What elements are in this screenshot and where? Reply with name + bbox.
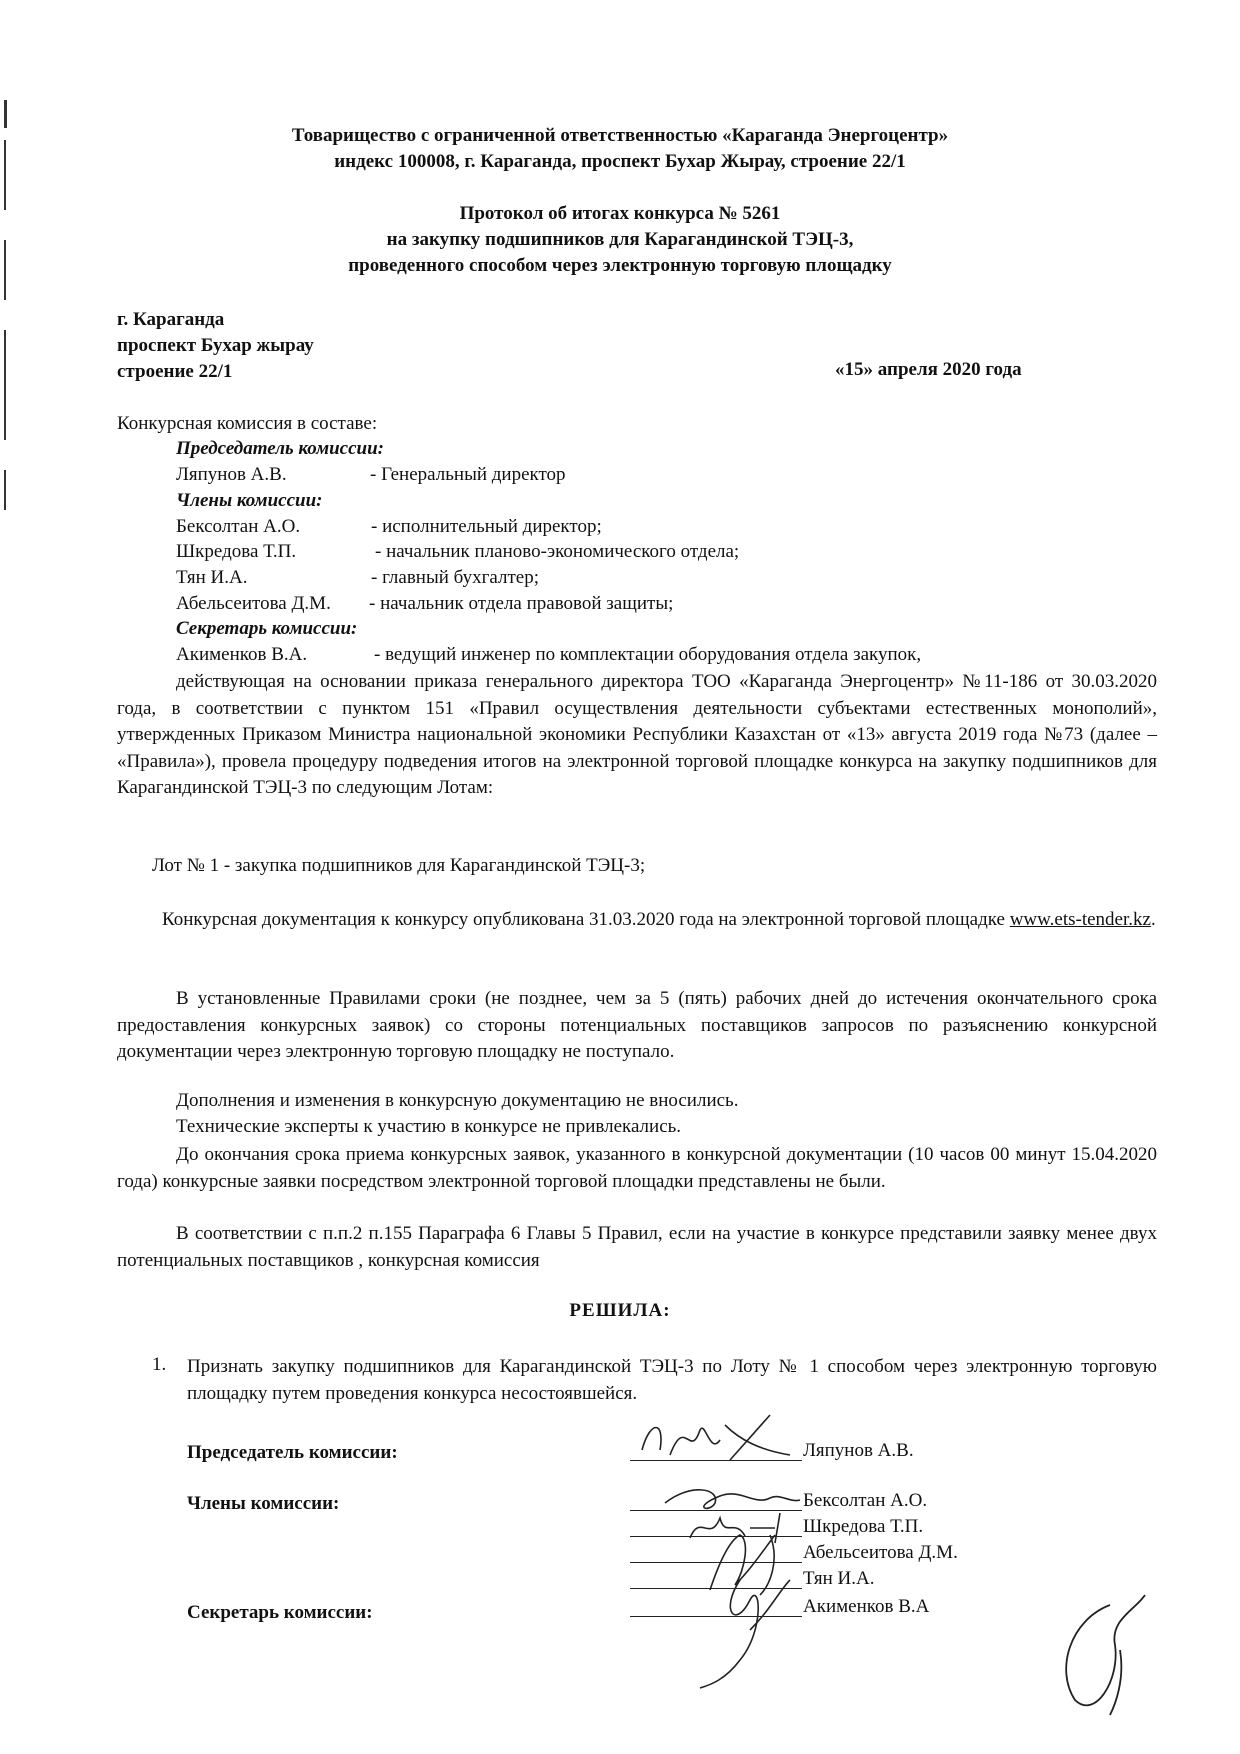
publication-paragraph: [117, 907, 1157, 934]
signatory-name: Тян И.А.: [803, 1568, 875, 1589]
signatory-name: Акименков В.А: [803, 1596, 930, 1617]
chair-signature-label: Председатель комиссии:: [187, 1442, 398, 1463]
org-address: индекс 100008, г. Караганда, проспект Бухар Жырау, строение 22/1: [334, 151, 906, 172]
secretary-name: Акименков В.А.: [176, 644, 308, 665]
decision-item-text: Признать закупку подшипников для Карагандинской ТЭЦ-3 по Лоту № 1 способом через электронную торговую площадку путем проведения конкурса несостоявшейся.: [187, 1356, 1157, 1404]
basis-paragraph: действующая на основании приказа генерального директора ТОО «Караганда Энергоцентр» №11-186 от 30.03.2020 года, в соответствии с пунктом 151 «Правил осуществления деятельности субъектами естественных монополий», утвержденных Приказом Министра национальной экономики Республики Казахстан от «13» августа 2019 года №73 (далее – «Правила»), провела процедуру подведения итогов на электронной торговой площадке конкурса на закупку подшипников для Карагандинской ТЭЦ-3 по следующим Лотам:: [117, 671, 1157, 798]
handwritten-initial-mark: [1040, 1590, 1160, 1720]
chair-role: - Генеральный директор: [370, 464, 566, 485]
scan-edge-artifact: [4, 330, 6, 440]
member-name: Шкредова Т.П.: [176, 541, 297, 562]
protocol-title: Протокол об итогах конкурса № 5261: [459, 203, 781, 224]
period-text: .: [1150, 909, 1156, 930]
secretary-heading: Секретарь комиссии:: [176, 618, 358, 639]
org-name: Товарищество с ограниченной ответственностью «Караганда Энергоцентр»: [291, 125, 949, 146]
publication-text: Конкурсная документация к конкурсу опубликована 31.03.2020 года на электронной торговой площадке: [162, 909, 1005, 930]
members-signature-label: Члены комиссии:: [187, 1493, 340, 1514]
handwritten-signature: [630, 1410, 810, 1470]
location-street: проспект Бухар жырау: [117, 335, 314, 356]
signatory-name: Ляпунов А.В.: [803, 1440, 914, 1461]
signatory-name: Шкредова Т.П.: [803, 1516, 924, 1537]
decision-item-number: 1.: [152, 1354, 167, 1375]
chair-name: Ляпунов А.В.: [176, 464, 287, 485]
member-role: - исполнительный директор;: [371, 516, 602, 537]
amendments-line: Дополнения и изменения в конкурсную документацию не вносились.: [176, 1090, 739, 1111]
chair-heading: Председатель комиссии:: [176, 438, 384, 459]
member-name: Абельсеитова Д.М.: [176, 593, 331, 614]
protocol-date: «15» апреля 2020 года: [835, 359, 1022, 380]
member-role: - начальник отдела правовой защиты;: [369, 593, 674, 614]
members-heading: Члены комиссии:: [176, 490, 323, 511]
signatory-name: Абельсеитова Д.М.: [803, 1542, 958, 1563]
member-role: - начальник планово-экономического отдела;: [375, 541, 740, 562]
member-name: Бексолтан А.О.: [176, 516, 301, 537]
protocol-subtitle-2: проведенного способом через электронную торговую площадку: [348, 255, 892, 276]
member-name: Тян И.А.: [176, 567, 248, 588]
location-building: строение 22/1: [117, 361, 233, 382]
rules-paragraph: В соответствии с п.п.2 п.155 Параграфа 6 Главы 5 Правил, если на участие в конкурсе представили заявку менее двух потенциальных поставщиков , конкурсная комиссия: [117, 1223, 1157, 1271]
decision-heading: РЕШИЛА:: [569, 1300, 671, 1321]
member-role: - главный бухгалтер;: [371, 567, 539, 588]
experts-line: Технические эксперты к участию в конкурсе не привлекались.: [176, 1116, 682, 1137]
scan-edge-artifact: [4, 470, 6, 510]
protocol-subtitle: на закупку подшипников для Карагандинской ТЭЦ-3,: [386, 229, 854, 250]
location-city: г. Караганда: [117, 309, 225, 330]
signatory-name: Бексолтан А.О.: [803, 1490, 928, 1511]
tender-site-link[interactable]: www.ets-tender.kz: [1009, 909, 1151, 930]
secretary-role: - ведущий инженер по комплектации оборудования отдела закупок,: [374, 644, 922, 665]
clarification-paragraph: В установленные Правилами сроки (не позднее, чем за 5 (пять) рабочих дней до истечения окончательного срока предоставления конкурсных заявок) со стороны потенциальных поставщиков запросов по разъяснению конкурсной документации через электронную торговую площадку не поступало.: [117, 988, 1157, 1062]
scan-edge-artifact: [4, 100, 7, 128]
lot-line: Лот № 1 - закупка подшипников для Карагандинской ТЭЦ-3;: [152, 855, 646, 876]
handwritten-signature: [680, 1570, 810, 1690]
deadline-paragraph: До окончания срока приема конкурсных заявок, указанного в конкурсной документации (10 часов 00 минут 15.04.2020 года) конкурсные заявки посредством электронной торговой площадки представлены не были.: [117, 1144, 1157, 1192]
secretary-signature-label: Секретарь комиссии:: [187, 1602, 373, 1623]
commission-intro: Конкурсная комиссия в составе:: [117, 413, 378, 434]
